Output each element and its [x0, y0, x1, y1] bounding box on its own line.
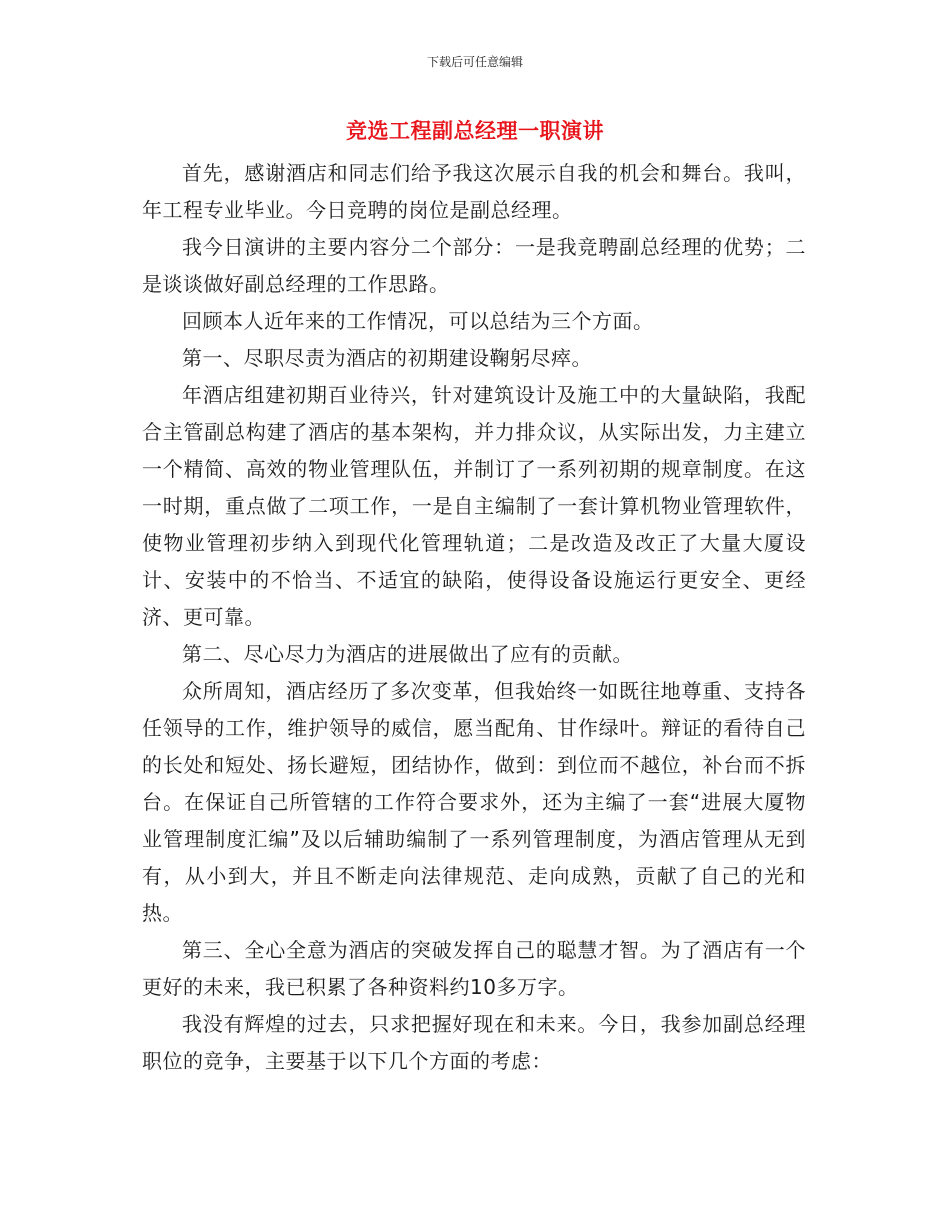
paragraph: 我没有辉煌的过去，只求把握好现在和未来。今日，我参加副总经理职位的竞争，主要基于以下几个方面的考虑： — [142, 1012, 806, 1073]
paragraph: 众所周知，酒店经历了多次变革，但我始终一如既往地尊重、支持各任领导的工作，维护领导的威信，愿当配角、甘作绿叶。辩证的看待自己的长处和短处、扬长避短，团结协作，做到：到位而不越位，补台而不拆台。在保证自己所管辖的工作符合要求外，还为主编了一套“进展大厦物业管理制度汇编”及以后辅助编制了一系列管理制度，为酒店管理从无到有，从小到大，并且不断走向法律规范、走向成熟，贡献了自己的光和热。 — [142, 679, 806, 925]
paragraph: 第三、全心全意为酒店的突破发挥自己的聪慧才智。为了酒店有一个更好的未来，我已积累了各种资料约10多万字。 — [142, 938, 806, 999]
document-body — [142, 155, 806, 1080]
paragraph: 首先，感谢酒店和同志们给予我这次展示自我的机会和舞台。我叫，年工程专业毕业。今日竞聘的岗位是副总经理。 — [142, 161, 806, 222]
document-title: 竞选工程副总经理一职演讲 — [346, 119, 604, 143]
paragraph: 回顾本人近年来的工作情况，可以总结为三个方面。 — [182, 309, 654, 333]
paragraph: 我今日演讲的主要内容分二个部分：一是我竞聘副总经理的优势；二是谈谈做好副总经理的工作思路。 — [142, 235, 806, 296]
paragraph: 第一、尽职尽责为酒店的初期建设鞠躬尽瘁。 — [182, 346, 592, 370]
paragraph: 第二、尽心尽力为酒店的进展做出了应有的贡献。 — [182, 642, 633, 666]
paragraph: 年酒店组建初期百业待兴，针对建筑设计及施工中的大量缺陷，我配合主管副总构建了酒店的基本架构，并力排众议，从实际出发，力主建立一个精简、高效的物业管理队伍，并制订了一系列初期的规章制度。在这一时期，重点做了二项工作，一是自主编制了一套计算机物业管理软件，使物业管理初步纳入到现代化管理轨道；二是改造及改正了大量大厦设计、安装中的不恰当、不适宜的缺陷，使得设备设施运行更安全、更经济、更可靠。 — [142, 383, 806, 629]
header-note: 下载后可任意编辑 — [426, 55, 523, 69]
